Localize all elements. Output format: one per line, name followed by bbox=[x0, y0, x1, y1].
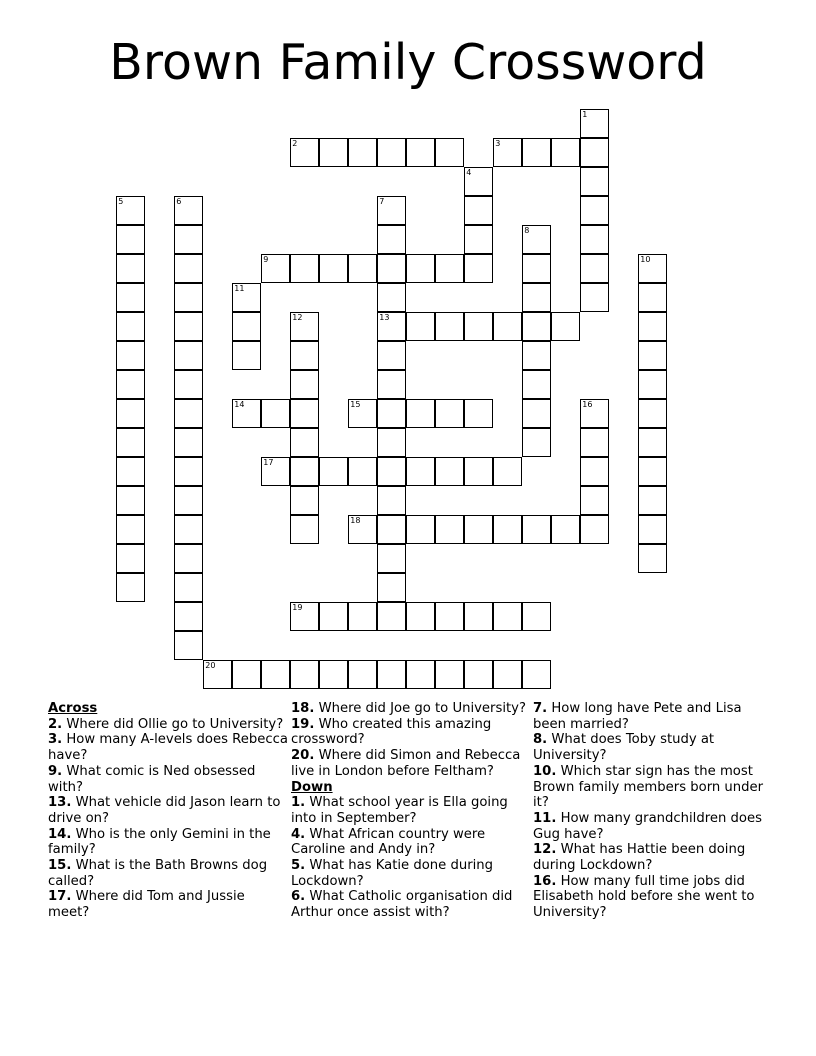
grid-cell[interactable] bbox=[638, 486, 667, 515]
grid-cell[interactable] bbox=[377, 428, 406, 457]
grid-cell[interactable] bbox=[116, 312, 145, 341]
grid-cell[interactable] bbox=[290, 312, 319, 341]
grid-cell[interactable] bbox=[522, 428, 551, 457]
grid-cell[interactable] bbox=[116, 457, 145, 486]
grid-cell[interactable] bbox=[116, 486, 145, 515]
clue bbox=[48, 732, 288, 763]
grid-cell[interactable] bbox=[174, 457, 203, 486]
grid-cell[interactable] bbox=[319, 457, 348, 486]
grid-cell[interactable] bbox=[377, 341, 406, 370]
clue-number: 4. bbox=[291, 826, 306, 842]
grid-cell[interactable] bbox=[493, 660, 522, 689]
clue bbox=[48, 764, 288, 795]
clue-number: 11 bbox=[234, 284, 245, 294]
clue bbox=[291, 889, 531, 920]
grid-cell[interactable] bbox=[348, 602, 377, 631]
clue-number: 7 bbox=[379, 197, 385, 207]
grid-cell[interactable] bbox=[348, 254, 377, 283]
clue-number: 17 bbox=[263, 458, 274, 468]
page-title: Brown Family Crossword bbox=[109, 34, 707, 91]
clue-number: 18. bbox=[291, 701, 315, 716]
clue-text: What African country were Caroline and Andy in? bbox=[291, 826, 486, 858]
clue-text: How many grandchildren does Gug have? bbox=[533, 810, 762, 842]
clue bbox=[291, 795, 531, 826]
grid-cell[interactable] bbox=[290, 428, 319, 457]
grid-cell[interactable] bbox=[638, 544, 667, 573]
clue-text: What school year is Ella going into in September? bbox=[291, 795, 508, 826]
grid-cell[interactable] bbox=[319, 138, 348, 167]
clue bbox=[291, 717, 531, 748]
grid-cell[interactable] bbox=[493, 312, 522, 341]
grid-cell[interactable] bbox=[174, 341, 203, 370]
grid-cell[interactable] bbox=[522, 341, 551, 370]
grid-cell[interactable] bbox=[290, 486, 319, 515]
grid-cell[interactable] bbox=[116, 283, 145, 312]
grid-cell[interactable] bbox=[319, 602, 348, 631]
grid-cell[interactable] bbox=[406, 254, 435, 283]
grid-cell[interactable] bbox=[232, 312, 261, 341]
clue bbox=[291, 827, 531, 858]
clue-number: 6. bbox=[291, 889, 306, 905]
grid-cell[interactable] bbox=[638, 457, 667, 486]
grid-cell[interactable] bbox=[580, 138, 609, 167]
grid-cell[interactable] bbox=[638, 254, 667, 283]
grid-cell[interactable] bbox=[261, 399, 290, 428]
grid-cell[interactable] bbox=[377, 457, 406, 486]
grid-cell[interactable] bbox=[348, 515, 377, 544]
grid-cell[interactable] bbox=[174, 254, 203, 283]
grid-cell[interactable] bbox=[522, 138, 551, 167]
clue bbox=[48, 717, 288, 733]
clue-text: Who created this amazing crossword? bbox=[291, 716, 492, 748]
clue bbox=[48, 889, 288, 920]
clue-number: 5. bbox=[291, 858, 306, 874]
clue-number: 11. bbox=[533, 810, 557, 826]
grid-cell[interactable] bbox=[377, 486, 406, 515]
grid-cell[interactable] bbox=[406, 660, 435, 689]
clue-number: 5 bbox=[118, 197, 124, 207]
grid-cell[interactable] bbox=[638, 370, 667, 399]
grid-cell[interactable] bbox=[580, 196, 609, 225]
clue-number: 12 bbox=[292, 313, 303, 323]
clue-number: 18 bbox=[350, 516, 361, 526]
grid-cell[interactable] bbox=[638, 515, 667, 544]
grid-cell[interactable] bbox=[406, 515, 435, 544]
clue-text: How long have Pete and Lisa been married? bbox=[533, 701, 742, 732]
grid-cell[interactable] bbox=[290, 399, 319, 428]
clue bbox=[533, 842, 773, 873]
clues-column-1 bbox=[48, 701, 288, 921]
clue-number: 20 bbox=[205, 661, 216, 671]
grid-cell[interactable] bbox=[638, 312, 667, 341]
clue-heading: Down bbox=[291, 779, 333, 795]
grid-cell[interactable] bbox=[522, 515, 551, 544]
grid-cell[interactable] bbox=[464, 167, 493, 196]
grid-cell[interactable] bbox=[290, 370, 319, 399]
grid-cell[interactable] bbox=[435, 457, 464, 486]
grid-cell[interactable] bbox=[290, 602, 319, 631]
grid-cell[interactable] bbox=[232, 341, 261, 370]
clue bbox=[291, 748, 531, 779]
grid-cell[interactable] bbox=[174, 573, 203, 602]
grid-cell[interactable] bbox=[406, 399, 435, 428]
grid-cell[interactable] bbox=[435, 660, 464, 689]
grid-cell[interactable] bbox=[580, 486, 609, 515]
clue-text: Who is the only Gemini in the family? bbox=[48, 826, 271, 858]
grid-cell[interactable] bbox=[493, 457, 522, 486]
clue-text: How many A-levels does Rebecca have? bbox=[48, 732, 288, 764]
grid-cell[interactable] bbox=[319, 660, 348, 689]
grid-cell[interactable] bbox=[522, 660, 551, 689]
grid-cell[interactable] bbox=[174, 544, 203, 573]
clue-text: What is the Bath Browns dog called? bbox=[48, 858, 268, 889]
grid-cell[interactable] bbox=[290, 660, 319, 689]
clue-number: 19 bbox=[292, 603, 303, 613]
grid-cell[interactable] bbox=[464, 399, 493, 428]
grid-cell[interactable] bbox=[464, 312, 493, 341]
clue-number: 1. bbox=[291, 795, 306, 811]
clue-number: 12. bbox=[533, 842, 557, 858]
grid-cell[interactable] bbox=[435, 254, 464, 283]
grid-cell[interactable] bbox=[377, 573, 406, 602]
clue-number: 16 bbox=[582, 400, 593, 410]
clue-number: 7. bbox=[533, 701, 548, 716]
grid-cell[interactable] bbox=[348, 457, 377, 486]
clue-number: 10 bbox=[640, 255, 651, 265]
grid-cell[interactable] bbox=[377, 515, 406, 544]
grid-cell[interactable] bbox=[232, 399, 261, 428]
clue-text: How many full time jobs did Elisabeth hold before she went to University? bbox=[533, 873, 755, 921]
grid-cell[interactable] bbox=[116, 515, 145, 544]
grid-cell[interactable] bbox=[290, 138, 319, 167]
grid-cell[interactable] bbox=[522, 370, 551, 399]
grid-cell[interactable] bbox=[116, 254, 145, 283]
clue-number: 14 bbox=[234, 400, 245, 410]
clue bbox=[48, 858, 288, 889]
grid-cell[interactable] bbox=[174, 196, 203, 225]
grid-cell[interactable] bbox=[174, 631, 203, 660]
grid-cell[interactable] bbox=[406, 312, 435, 341]
clue-text: What vehicle did Jason learn to drive on? bbox=[48, 795, 281, 826]
grid-cell[interactable] bbox=[406, 602, 435, 631]
grid-cell[interactable] bbox=[377, 312, 406, 341]
grid-cell[interactable] bbox=[522, 225, 551, 254]
clue-text: What Catholic organisation did Arthur once assist with? bbox=[291, 889, 513, 921]
clue-text: Where did Simon and Rebecca live in London before Feltham? bbox=[291, 748, 521, 779]
clue-number: 20. bbox=[291, 748, 315, 764]
clue-text: What has Hattie been doing during Lockdown? bbox=[533, 842, 746, 874]
grid-cell[interactable] bbox=[174, 602, 203, 631]
clue bbox=[533, 764, 773, 811]
grid-cell[interactable] bbox=[406, 457, 435, 486]
grid-cell[interactable] bbox=[464, 457, 493, 486]
grid-cell[interactable] bbox=[116, 225, 145, 254]
grid-cell[interactable] bbox=[174, 370, 203, 399]
grid-cell[interactable] bbox=[435, 602, 464, 631]
clue-number: 8. bbox=[533, 732, 548, 748]
grid-cell[interactable] bbox=[290, 457, 319, 486]
clue bbox=[48, 795, 288, 826]
clue-number: 3. bbox=[48, 732, 63, 748]
clue-number: 8 bbox=[524, 226, 530, 236]
grid-cell[interactable] bbox=[116, 428, 145, 457]
grid-cell[interactable] bbox=[435, 399, 464, 428]
grid-cell[interactable] bbox=[464, 254, 493, 283]
grid-cell[interactable] bbox=[116, 544, 145, 573]
grid-cell[interactable] bbox=[377, 138, 406, 167]
grid-cell[interactable] bbox=[261, 660, 290, 689]
grid-cell[interactable] bbox=[638, 428, 667, 457]
grid-cell[interactable] bbox=[580, 457, 609, 486]
clue-number: 9. bbox=[48, 763, 63, 779]
grid-cell[interactable] bbox=[464, 225, 493, 254]
grid-cell[interactable] bbox=[116, 341, 145, 370]
grid-cell[interactable] bbox=[348, 660, 377, 689]
clue bbox=[291, 858, 531, 889]
grid-cell[interactable] bbox=[377, 544, 406, 573]
clue-number: 6 bbox=[176, 197, 182, 207]
clue-text: Where did Joe go to University? bbox=[314, 701, 526, 716]
grid-cell[interactable] bbox=[290, 341, 319, 370]
grid-cell[interactable] bbox=[406, 138, 435, 167]
clue-text: What comic is Ned obsessed with? bbox=[48, 763, 256, 795]
grid-cell[interactable] bbox=[493, 602, 522, 631]
clue-number: 2. bbox=[48, 716, 63, 732]
clue-number: 9 bbox=[263, 255, 269, 265]
grid-cell[interactable] bbox=[116, 196, 145, 225]
clue bbox=[533, 732, 773, 763]
grid-cell[interactable] bbox=[580, 515, 609, 544]
grid-cell[interactable] bbox=[551, 312, 580, 341]
clue-text: Which star sign has the most Brown family members born under it? bbox=[533, 763, 764, 811]
grid-cell[interactable] bbox=[377, 225, 406, 254]
clue-number: 1 bbox=[582, 110, 588, 120]
clue-number: 17. bbox=[48, 889, 72, 905]
grid-cell[interactable] bbox=[174, 225, 203, 254]
grid-cell[interactable] bbox=[174, 399, 203, 428]
clue-number: 10. bbox=[533, 763, 557, 779]
grid-cell[interactable] bbox=[319, 254, 348, 283]
clue-number: 2 bbox=[292, 139, 298, 149]
grid-cell[interactable] bbox=[377, 399, 406, 428]
clue-number: 4 bbox=[466, 168, 472, 178]
grid-cell[interactable] bbox=[580, 254, 609, 283]
grid-cell[interactable] bbox=[348, 399, 377, 428]
clue-number: 15 bbox=[350, 400, 361, 410]
grid-cell[interactable] bbox=[580, 428, 609, 457]
grid-cell[interactable] bbox=[116, 573, 145, 602]
grid-cell[interactable] bbox=[174, 515, 203, 544]
grid-cell[interactable] bbox=[580, 399, 609, 428]
grid-cell[interactable] bbox=[174, 283, 203, 312]
clue-heading: Across bbox=[48, 701, 98, 716]
grid-cell[interactable] bbox=[377, 660, 406, 689]
grid-cell[interactable] bbox=[232, 283, 261, 312]
grid-cell[interactable] bbox=[493, 138, 522, 167]
clue bbox=[291, 701, 531, 717]
grid-cell[interactable] bbox=[435, 515, 464, 544]
grid-cell[interactable] bbox=[174, 486, 203, 515]
grid-cell[interactable] bbox=[261, 254, 290, 283]
clue-text: What does Toby study at University? bbox=[533, 732, 715, 764]
clue-number: 15. bbox=[48, 858, 72, 874]
grid-cell[interactable] bbox=[377, 370, 406, 399]
clue bbox=[533, 811, 773, 842]
clue-text: Where did Ollie go to University? bbox=[62, 716, 284, 732]
clue-number: 19. bbox=[291, 716, 315, 732]
clue-number: 16. bbox=[533, 873, 557, 889]
grid-cell[interactable] bbox=[377, 196, 406, 225]
grid-cell[interactable] bbox=[580, 109, 609, 138]
grid-cell[interactable] bbox=[522, 283, 551, 312]
grid-cell[interactable] bbox=[580, 225, 609, 254]
clue-number: 13. bbox=[48, 795, 72, 811]
clue-text: Where did Tom and Jussie meet? bbox=[48, 889, 245, 921]
clues-column-2 bbox=[291, 701, 531, 921]
grid-cell[interactable] bbox=[522, 254, 551, 283]
grid-cell[interactable] bbox=[464, 196, 493, 225]
grid-cell[interactable] bbox=[435, 138, 464, 167]
grid-cell[interactable] bbox=[580, 283, 609, 312]
clue-number: 3 bbox=[495, 139, 501, 149]
grid-cell[interactable] bbox=[435, 312, 464, 341]
grid-cell[interactable] bbox=[377, 254, 406, 283]
grid-cell[interactable] bbox=[377, 283, 406, 312]
grid-cell[interactable] bbox=[290, 254, 319, 283]
grid-cell[interactable] bbox=[290, 515, 319, 544]
grid-cell[interactable] bbox=[464, 515, 493, 544]
grid-cell[interactable] bbox=[116, 370, 145, 399]
clue bbox=[533, 874, 773, 921]
grid-cell[interactable] bbox=[522, 399, 551, 428]
grid-cell[interactable] bbox=[174, 428, 203, 457]
grid-cell[interactable] bbox=[580, 167, 609, 196]
grid-cell[interactable] bbox=[464, 602, 493, 631]
clue-number: 14. bbox=[48, 826, 72, 842]
grid-cell[interactable] bbox=[638, 399, 667, 428]
grid-cell[interactable] bbox=[522, 602, 551, 631]
grid-cell[interactable] bbox=[493, 515, 522, 544]
grid-cell[interactable] bbox=[174, 312, 203, 341]
clue bbox=[533, 701, 773, 732]
grid-cell[interactable] bbox=[261, 457, 290, 486]
clues-column-3 bbox=[533, 701, 773, 921]
grid-cell[interactable] bbox=[551, 515, 580, 544]
grid-cell[interactable] bbox=[638, 283, 667, 312]
grid-cell[interactable] bbox=[464, 660, 493, 689]
clue-number: 13 bbox=[379, 313, 390, 323]
grid-cell[interactable] bbox=[522, 312, 551, 341]
grid-cell[interactable] bbox=[203, 660, 232, 689]
grid-cell[interactable] bbox=[551, 138, 580, 167]
grid-cell[interactable] bbox=[638, 341, 667, 370]
grid-cell[interactable] bbox=[377, 602, 406, 631]
grid-cell[interactable] bbox=[232, 660, 261, 689]
clue bbox=[48, 827, 288, 858]
grid-cell[interactable] bbox=[116, 399, 145, 428]
clue-text: What has Katie done during Lockdown? bbox=[291, 858, 494, 889]
grid-cell[interactable] bbox=[348, 138, 377, 167]
